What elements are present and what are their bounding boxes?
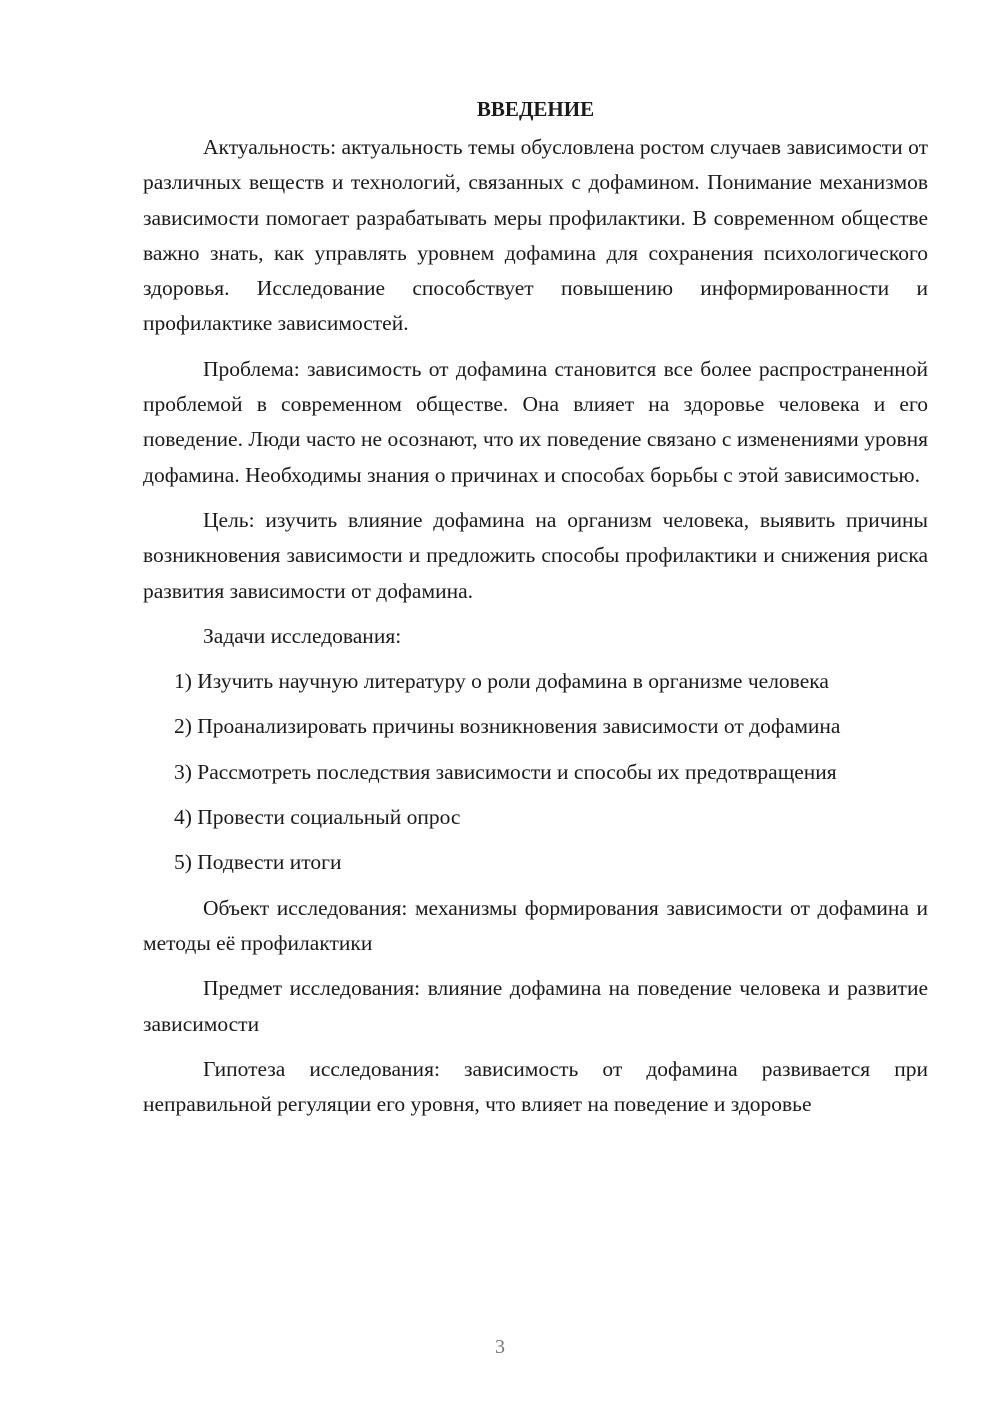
task-item-2: 2) Проанализировать причины возникновения зависимости от дофамина bbox=[174, 714, 841, 739]
page-number: 3 bbox=[495, 1336, 505, 1358]
paragraph-goal: Цель: изучить влияние дофамина на организм человека, выявить причины возникновения зависимости и предложить способы профилактики и снижения риска развития зависимости от дофамина. bbox=[143, 507, 928, 603]
task-item-3: 3) Рассмотреть последствия зависимости и способы их предотвращения bbox=[174, 759, 837, 784]
document-page bbox=[143, 92, 928, 1122]
paragraph-subject: Предмет исследования: влияние дофамина на поведение человека и развитие зависимости bbox=[143, 976, 928, 1036]
paragraph-problem: Проблема: зависимость от дофамина становится все более распространенной проблемой в современном обществе. Она влияет на здоровье человека и его поведение. Люди часто не осознают, что их поведение связано с изменениями уровня дофамина. Необходимы знания о причинах и способах борьбы с этой зависимостью. bbox=[143, 356, 928, 487]
task-item-1: 1) Изучить научную литературу о роли дофамина в организме человека bbox=[174, 669, 829, 694]
paragraph-relevance: Актуальность: актуальность темы обусловлена ростом случаев зависимости от различных веществ и технологий, связанных с дофамином. Понимание механизмов зависимости помогает разрабатывать меры профилактики. В современном обществе важно знать, как управлять уровнем дофамина для сохранения психологического здоровья. Исследование способствует повышению информированности и профилактике зависимостей. bbox=[143, 135, 928, 336]
task-item-5: 5) Подвести итоги bbox=[174, 850, 342, 875]
paragraph-hypothesis: Гипотеза исследования: зависимость от дофамина развивается при неправильной регуляции его уровня, что влияет на поведение и здоровье bbox=[143, 1056, 928, 1117]
task-item-4: 4) Провести социальный опрос bbox=[174, 805, 461, 830]
paragraph-object: Объект исследования: механизмы формирования зависимости от дофамина и методы её профилактики bbox=[143, 895, 928, 955]
page-title: ВВЕДЕНИЕ bbox=[476, 97, 595, 121]
tasks-heading: Задачи исследования: bbox=[203, 623, 402, 648]
